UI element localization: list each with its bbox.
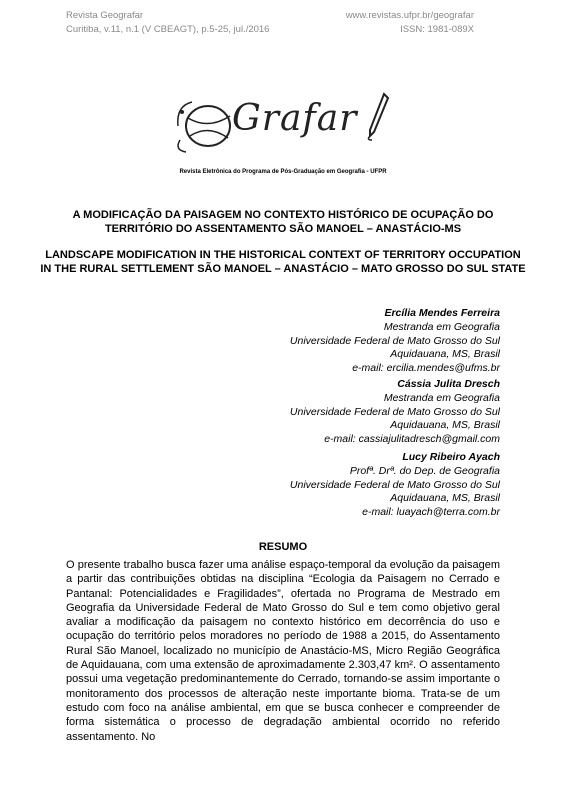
author-location: Aquidauana, MS, Brasil: [390, 492, 500, 505]
resumo-paragraph: O presente trabalho busca fazer uma análise espaço-temporal da evolução da paisagem a partir das contribuições obtidas na disciplina “Ecologia da Paisagem no Cerrado e Pantanal: Potencialidades e Fragilidades”, ofertada no Programa de Mestrado em Geografia da Universidade Federal de Mato Grosso do Sul e tem como objetivo geral avaliar a modificação da paisagem no contexto histórico em decorrência do uso e ocupação do território pelos moradores no período de 1988 a 2015, do Assentamento Rural São Manoel, localizado no município de Anastácio-MS, Micro Região Geográfica de Aquidauana, com uma extensão de aproximadamente 2.303,47 km². O assentamento possui uma vegetação predominantemente do Cerrado, tornando-se assim importante o monitoramento dos processos de alteração neste importante bioma. Trata-se de um estudo com foco na análise ambiental, em que se busca conhecer e compreender de forma sistemática o processo de degradação ambiental ocorrido no referido assentamento. No: [66, 559, 500, 743]
journal-url[interactable]: www.revistas.ufpr.br/geografar: [345, 10, 474, 21]
logo-wordmark: Grafar: [232, 98, 358, 139]
journal-logo: [172, 92, 392, 160]
author-name: Ercília Mendes Ferreira: [384, 307, 500, 319]
author-location: Aquidauana, MS, Brasil: [390, 348, 500, 361]
author-role: Profª. Drª. do Dep. de Geografia: [349, 464, 500, 477]
issue-info: Curitiba, v.11, n.1 (V CBEAGT), p.5-25, jul./2016: [66, 24, 270, 35]
author-block: [290, 307, 500, 376]
author-institution: Universidade Federal de Mato Grosso do Sul: [289, 405, 500, 418]
journal-header-left: [66, 9, 269, 37]
author-name: Cássia Julita Dresch: [397, 378, 500, 390]
logo-subtitle: Revista Eletrônica do Programa de Pós-Graduação em Geografia - UFPR: [179, 169, 387, 175]
title-portuguese: A MODIFICAÇÃO DA PAISAGEM NO CONTEXTO HISTÓRICO DE OCUPAÇÃO DO TERRITÓRIO DO ASSENTAMENTO SÃO MANOEL – ANASTÁCIO-MS: [72, 209, 494, 235]
author-institution: Universidade Federal de Mato Grosso do Sul: [289, 478, 500, 491]
author-name: Lucy Ribeiro Ayach: [402, 451, 500, 463]
author-role: Mestranda em Geografia: [383, 320, 500, 333]
author-institution: Universidade Federal de Mato Grosso do Sul: [289, 334, 500, 347]
issn: ISSN: 1981-089X: [400, 24, 474, 35]
journal-name: Revista Geografar: [66, 10, 144, 21]
author-email[interactable]: e-mail: ercilia.mendes@ufms.br: [352, 362, 500, 375]
author-block: [290, 378, 500, 447]
author-block: [290, 451, 500, 520]
author-location: Aquidauana, MS, Brasil: [390, 419, 500, 432]
pen-icon: [366, 92, 390, 142]
author-role: Mestranda em Geografia: [383, 391, 500, 404]
journal-header-right: [346, 9, 474, 37]
resumo-heading: RESUMO: [258, 541, 308, 553]
author-email[interactable]: e-mail: cassiajulitadresch@gmail.com: [324, 433, 500, 446]
author-email[interactable]: e-mail: luayach@terra.com.br: [362, 506, 500, 519]
title-english: LANDSCAPE MODIFICATION IN THE HISTORICAL CONTEXT OF TERRITORY OCCUPATION IN THE RURAL SETTLEMENT SÃO MANOEL – ANASTÁCIO – MATO GROSSO DO SUL STATE: [40, 249, 526, 275]
